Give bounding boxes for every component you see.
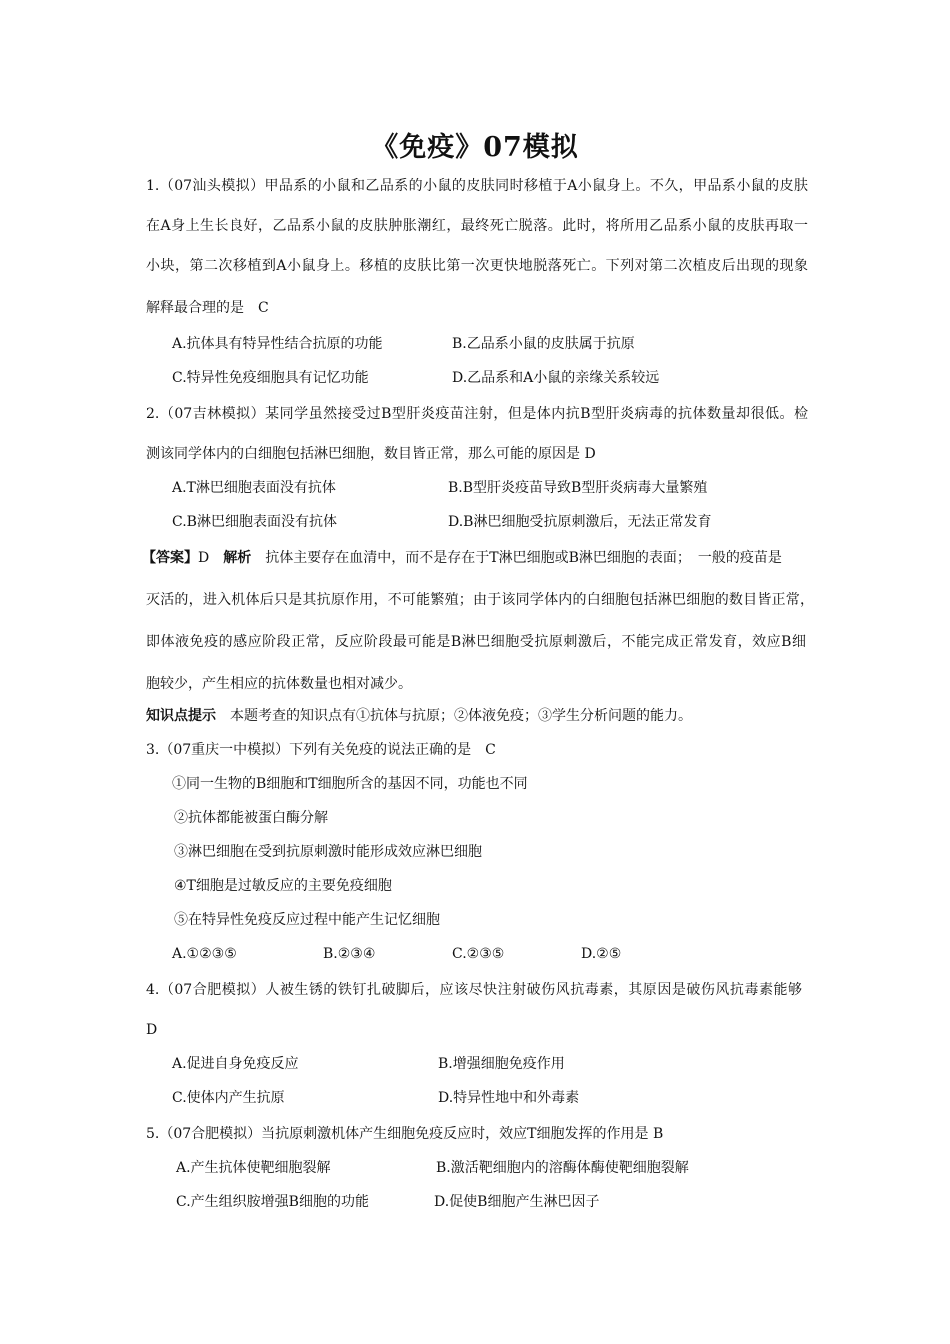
q3-statement-3: ③淋巴细胞在受到抗原刺激时能形成效应淋巴细胞 [174,844,482,860]
q3-statement-4: ④T细胞是过敏反应的主要免疫细胞 [174,878,392,894]
page-title: 《免疫》07模拟 [371,132,579,163]
analysis-label: 解析 [223,550,252,566]
q1-line-2: 在A身上生长良好，乙品系小鼠的皮肤肿胀潮红，最终死亡脱落。此时，将所用乙品系小鼠的皮肤再取一 [146,218,808,234]
q1-option-d: D.乙品系和A小鼠的亲缘关系较远 [452,370,660,386]
q4-option-c: C.使体内产生抗原 [172,1090,285,1106]
q4-option-d: D.特异性地中和外毒素 [438,1090,580,1106]
q5-line: 5.（07合肥模拟）当抗原刺激机体产生细胞免疫反应时，效应T细胞发挥的作用是 B [146,1126,664,1142]
analysis-text-2: 灭活的，进入机体后只是其抗原作用，不可能繁殖；由于该同学体内的白细胞包括淋巴细胞的数目皆正常， [146,592,814,608]
q1-line-1: 1.（07汕头模拟）甲品系的小鼠和乙品系的小鼠的皮肤同时移植于A小鼠身上。不久，甲品系小鼠的皮肤 [146,178,808,194]
q3-line: 3.（07重庆一中模拟）下列有关免疫的说法正确的是 C [146,742,496,758]
knowledge-label: 知识点提示 [146,708,216,724]
q3-option-a: A.①②③⑤ [172,946,237,962]
q4-option-a: A.促进自身免疫反应 [172,1056,299,1072]
q1-option-b: B.乙品系小鼠的皮肤属于抗原 [452,336,635,352]
q3-option-d: D.②⑤ [581,946,622,962]
q3-statement-1: ①同一生物的B细胞和T细胞所含的基因不同，功能也不同 [172,776,528,792]
q3-option-b: B.②③④ [323,946,376,962]
q4-line-1: 4.（07合肥模拟）人被生锈的铁钉扎破脚后，应该尽快注射破伤风抗毒素，其原因是破伤风抗毒素能够 [146,982,802,998]
q2-option-c: C.B淋巴细胞表面没有抗体 [172,514,337,530]
q2-option-b: B.B型肝炎疫苗导致B型肝炎病毒大量繁殖 [448,480,708,496]
knowledge-hint-line [146,706,692,726]
q3-option-c: C.②③⑤ [452,946,505,962]
q1-line-4: 解释最合理的是 C [146,300,269,316]
q5-option-a: A.产生抗体使靶细胞裂解 [176,1160,331,1176]
knowledge-text: 本题考查的知识点有①抗体与抗原；②体液免疫；③学生分析问题的能力。 [216,708,692,724]
answer-label: 【答案】 [142,550,198,566]
q2-option-a: A.T淋巴细胞表面没有抗体 [172,480,336,496]
q4-option-b: B.增强细胞免疫作用 [438,1056,565,1072]
q1-option-c: C.特异性免疫细胞具有记忆功能 [172,370,369,386]
q4-line-2: D [146,1022,158,1038]
analysis-text-1: 抗体主要存在血清中，而不是存在于T淋巴细胞或B淋巴细胞的表面； 一般的疫苗是 [251,550,782,566]
q5-option-d: D.促使B细胞产生淋巴因子 [434,1194,600,1210]
q3-statement-2: ②抗体都能被蛋白酶分解 [174,810,328,826]
q2-answer-line [142,548,808,568]
answer-value: D [198,550,224,566]
q1-line-3: 小块，第二次移植到A小鼠身上。移植的皮肤比第一次更快地脱落死亡。下列对第二次植皮后出现的现象 [146,258,808,274]
analysis-text-3: 即体液免疫的感应阶段正常，反应阶段最可能是B淋巴细胞受抗原刺激后，不能完成正常发育，效应B细 [146,634,806,650]
q1-option-a: A.抗体具有特异性结合抗原的功能 [172,336,383,352]
q5-option-b: B.激活靶细胞内的溶酶体酶使靶细胞裂解 [436,1160,689,1176]
q2-option-d: D.B淋巴细胞受抗原刺激后，无法正常发育 [448,514,712,530]
q5-option-c: C.产生组织胺增强B细胞的功能 [176,1194,369,1210]
analysis-text-4: 胞较少，产生相应的抗体数量也相对减少。 [146,676,412,692]
q3-statement-5: ⑤在特异性免疫反应过程中能产生记忆细胞 [174,912,440,928]
q2-line-1: 2.（07吉林模拟）某同学虽然接受过B型肝炎疫苗注射，但是体内抗B型肝炎病毒的抗体数量却很低。检 [146,406,808,422]
q2-line-2: 测该同学体内的白细胞包括淋巴细胞，数目皆正常，那么可能的原因是 D [146,446,596,462]
